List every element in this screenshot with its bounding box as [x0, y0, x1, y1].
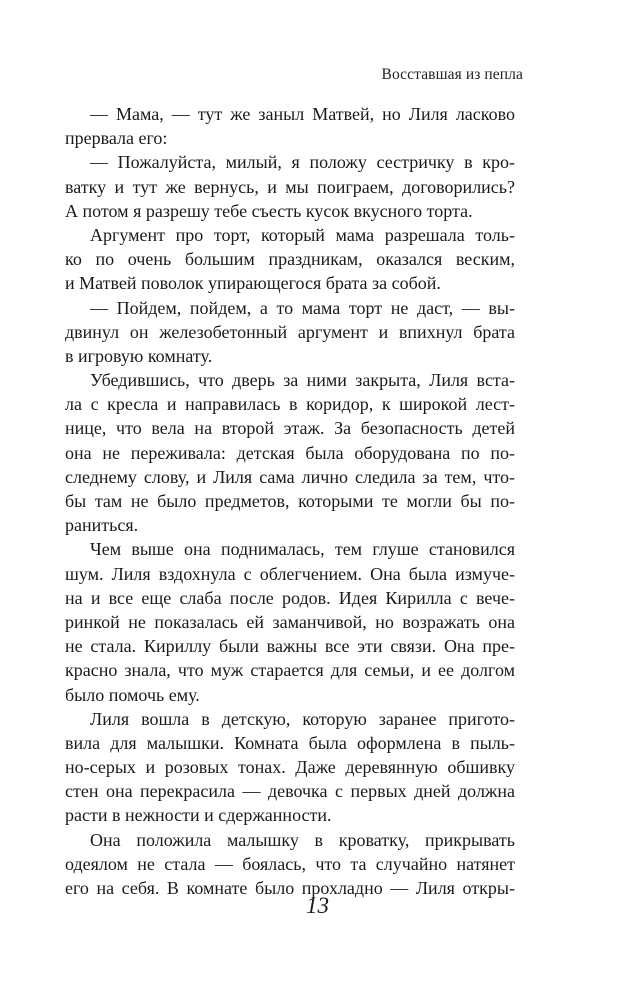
text-line: А потом я разрешу тебе съесть кусок вкусного торта.: [65, 200, 473, 221]
text-line: — Пожалуйста, милый, я положу сестричку в кро-: [90, 152, 515, 173]
text-line: Лиля вошла в детскую, которую заранее пригото-: [90, 708, 515, 729]
body-text: [65, 102, 515, 900]
text-line: его на себя. В комнате было прохладно — Лиля откры-: [65, 878, 515, 898]
text-line: двинул он железобетонный аргумент и впихнул брата: [65, 321, 515, 342]
text-line: Убедившись, что дверь за ними закрыта, Лиля вста-: [90, 370, 515, 391]
text-line: ко по очень большим праздникам, оказался веским,: [65, 249, 515, 270]
text-line: вила для малышки. Комната была оформлена в пыль-: [65, 732, 515, 753]
text-line: ла с кресла и направилась в коридор, к широкой лест-: [65, 394, 515, 415]
text-line: Чем выше она поднималась, тем глуше становился: [90, 539, 515, 560]
text-line: было помочь ему.: [65, 684, 200, 705]
text-line: Аргумент про торт, который мама разрешала толь-: [90, 224, 515, 245]
text-line: одеялом не стала — боялась, что та случайно натянет: [65, 853, 515, 874]
text-line: на и все еще слаба после родов. Идея Кирилла с вече-: [65, 587, 515, 608]
text-line: и Матвей поволок упирающегося брата за собой.: [65, 273, 441, 294]
text-line: красно знала, что муж старается для семьи, и ее долгом: [65, 660, 515, 681]
text-line: в игровую комнату.: [65, 345, 213, 366]
text-line: Она положила малышку в кроватку, прикрывать: [90, 829, 515, 850]
text-line: она не переживала: детская была оборудована по по-: [65, 442, 515, 463]
text-line: но-серых и розовых тонах. Даже деревянную обшивку: [65, 757, 515, 778]
text-line: расти в нежности и сдержанности.: [65, 805, 332, 826]
text-line: не стала. Кириллу были важны все эти связи. Она пре-: [65, 636, 515, 657]
text-line: стен она перекрасила — девочка с первых дней должна: [65, 781, 515, 802]
page-number: 13: [306, 893, 329, 918]
text-line: ватку и тут же вернусь, и мы поиграем, договорились?: [65, 176, 515, 197]
text-line: следнему слову, и Лиля сама лично следила за тем, что-: [65, 466, 515, 487]
text-line: шум. Лиля вздохнула с облегчением. Она была измуче-: [65, 563, 515, 584]
text-line: ринкой не показалась ей заманчивой, но возражать она: [65, 611, 515, 632]
text-line: раниться.: [65, 515, 139, 536]
text-line: — Мама, — тут же заныл Матвей, но Лиля ласково: [90, 104, 515, 124]
text-line: — Пойдем, пойдем, а то мама торт не даст, — вы-: [90, 297, 515, 318]
text-line: бы там не было предметов, которыми те могли бы по-: [65, 491, 515, 511]
running-head: Восставшая из пепла: [381, 66, 523, 83]
text-line: прервала его:: [65, 128, 168, 149]
text-line: нице, что вела на второй этаж. За безопасность детей: [65, 418, 515, 439]
